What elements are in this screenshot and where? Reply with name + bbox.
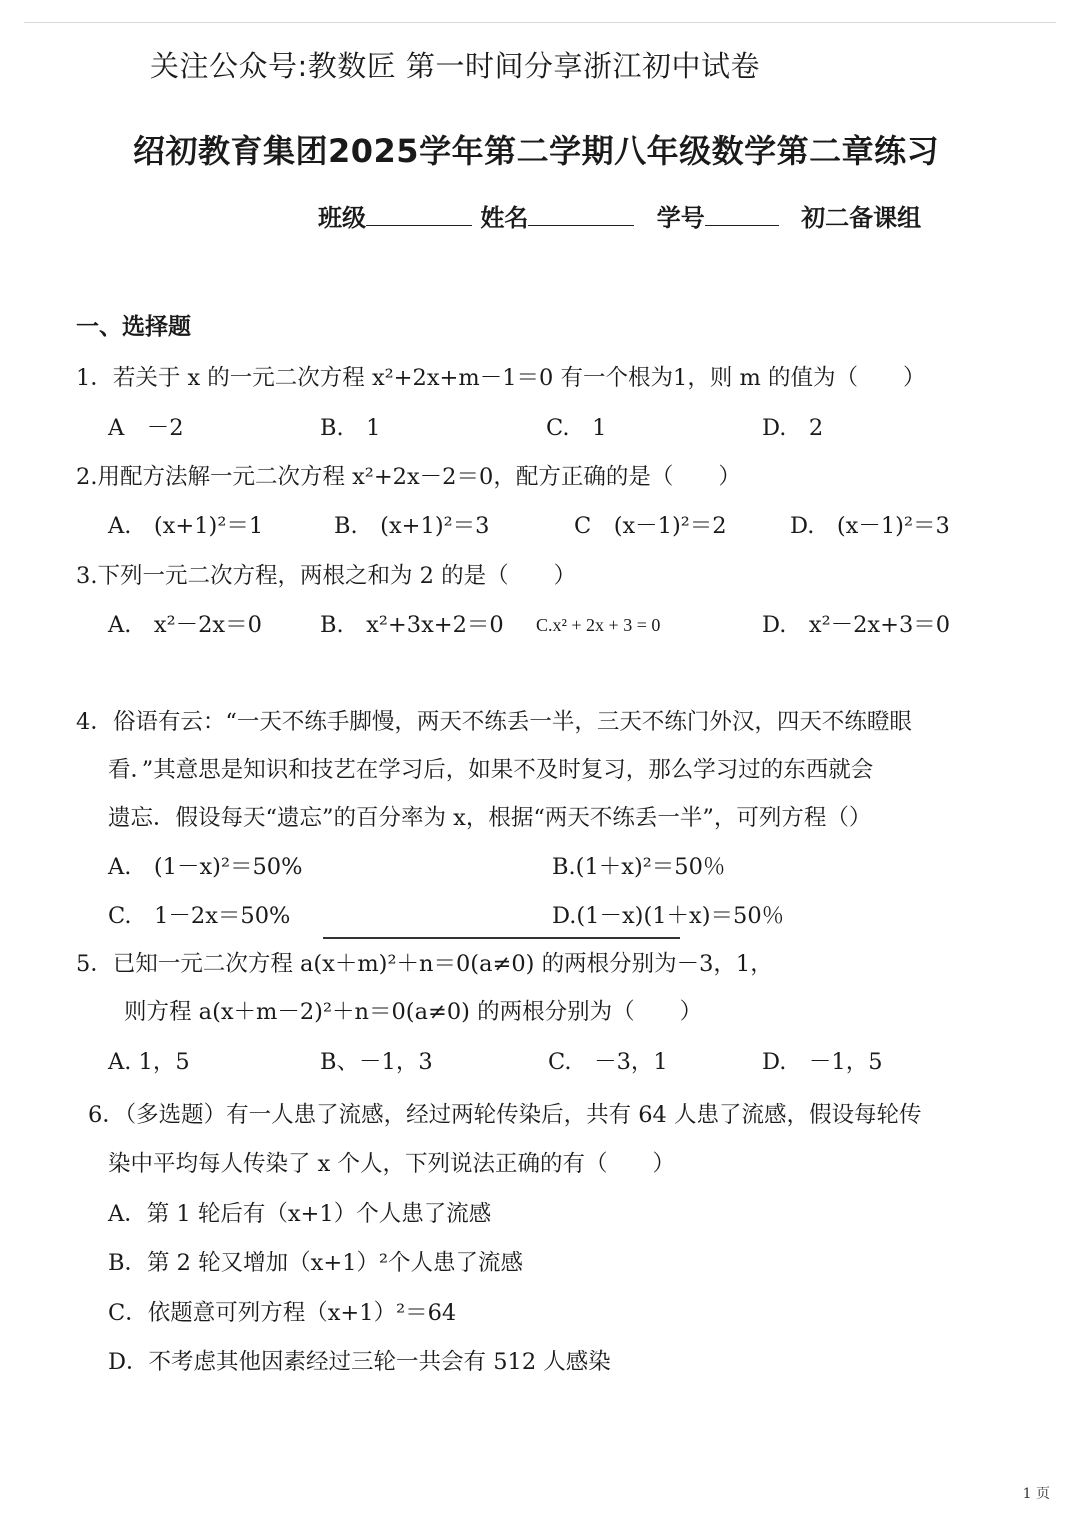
name-field[interactable]	[528, 203, 634, 226]
question-4-line-3: 遗忘．假设每天“遗忘”的百分率为 x，根据“两天不练丢一半”，可列方程（）	[108, 805, 872, 831]
question-6-line-1: 6．（多选题）有一人患了流感，经过两轮传染后，共有 64 人患了流感，假设每轮传	[88, 1102, 922, 1128]
question-5-line-1: 5．已知一元二次方程 a(x＋m)²＋n＝0(a≠0) 的两根分别为－3，1，	[76, 951, 773, 977]
q6-option-b: B．第 2 轮又增加（x+1）²个人患了流感	[108, 1250, 524, 1276]
q2-option-d: D. (x－1)²＝3	[790, 513, 950, 539]
q3-option-b: B. x²+3x+2＝0	[320, 612, 504, 638]
q2-option-c: C (x－1)²＝2	[574, 513, 727, 539]
q1-option-a: A －2	[108, 415, 184, 441]
student-info-line	[318, 198, 921, 233]
q1-option-c: C. 1	[546, 415, 607, 441]
q4-option-a: A. (1－x)²＝50%	[108, 854, 303, 880]
q5-option-a: A. 1，5	[108, 1049, 190, 1075]
question-2-stem: 2.用配方法解一元二次方程 x²+2x－2＝0，配方正确的是（ ）	[76, 464, 741, 490]
q5-option-c: C. －3，1	[548, 1049, 668, 1075]
group-label: 初二备课组	[801, 203, 922, 232]
question-4-line-2: 看．”其意思是知识和技艺在学习后，如果不及时复习，那么学习过的东西就会	[108, 757, 874, 783]
q5-formula-rule	[323, 937, 680, 939]
q6-option-c: C．依题意可列方程（x+1）²＝64	[108, 1300, 457, 1326]
q3-option-d: D. x²－2x+3＝0	[762, 612, 951, 638]
id-label: 学号	[656, 203, 705, 232]
q5-option-b: B、－1，3	[320, 1049, 433, 1075]
wechat-notice: 关注公众号:教数匠 第一时间分享浙江初中试卷	[150, 49, 760, 83]
class-label: 班级	[318, 203, 366, 232]
q1-option-d: D. 2	[762, 415, 824, 441]
class-field[interactable]	[366, 203, 472, 226]
q4-option-d: D.(1－x)(1＋x)＝50％	[552, 903, 785, 929]
q1-option-b: B. 1	[320, 415, 381, 441]
name-label: 姓名	[480, 203, 529, 232]
q6-option-d: D．不考虑其他因素经过三轮一共会有 512 人感染	[108, 1349, 611, 1375]
q5-option-d: D. －1，5	[762, 1049, 883, 1075]
top-rule	[24, 22, 1056, 23]
page-number: 1 页	[1022, 1486, 1050, 1502]
question-5-line-2: 则方程 a(x＋m－2)²＋n＝0(a≠0) 的两根分别为（ ）	[124, 999, 703, 1025]
question-1-stem: 1．若关于 x 的一元二次方程 x²+2x+m－1＝0 有一个根为1，则 m 的值为（ ）	[76, 365, 926, 391]
q2-option-b: B. (x+1)²＝3	[334, 513, 490, 539]
page-title: 绍初教育集团2025学年第二学期八年级数学第二章练习	[133, 132, 940, 170]
question-3-stem: 3.下列一元二次方程，两根之和为 2 的是（ ）	[76, 563, 577, 589]
section-title: 一、选择题	[76, 313, 191, 340]
q2-option-a: A. (x+1)²＝1	[108, 513, 264, 539]
q4-option-b: B.(1＋x)²＝50％	[552, 854, 726, 880]
question-4-line-1: 4．俗语有云：“一天不练手脚慢，两天不练丢一半，三天不练门外汉，四天不练瞪眼	[76, 709, 912, 735]
q6-option-a: A．第 1 轮后有（x+1）个人患了流感	[108, 1201, 492, 1227]
q3-option-c: C.x² + 2x + 3 = 0	[536, 615, 661, 635]
question-6-line-2: 染中平均每人传染了 x 个人，下列说法正确的有（ ）	[108, 1151, 675, 1177]
q4-option-c: C. 1－2x＝50%	[108, 903, 291, 929]
q3-option-a: A. x²－2x＝0	[108, 612, 262, 638]
id-field[interactable]	[705, 203, 779, 226]
